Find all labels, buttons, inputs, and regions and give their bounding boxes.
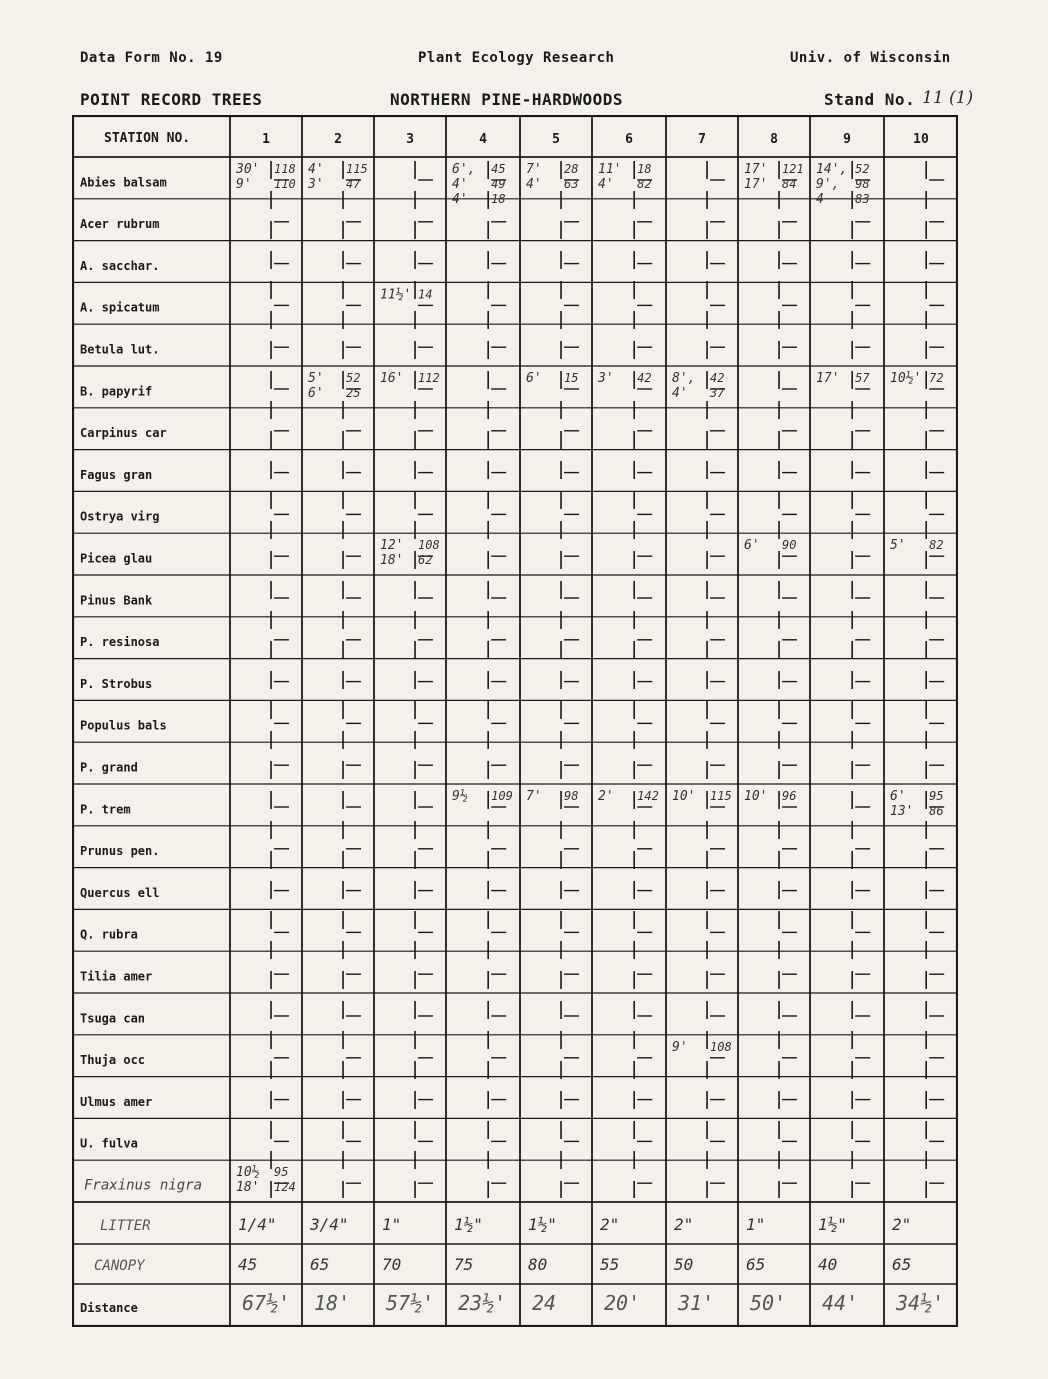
entry-distance: 17' xyxy=(744,162,768,177)
species-label: Fraxinus nigra xyxy=(84,1177,203,1194)
stand-number: 11 (1) xyxy=(922,88,974,108)
canopy-value: 65 xyxy=(310,1255,330,1274)
species-label: Betula lut. xyxy=(80,342,160,357)
canopy-value: 45 xyxy=(238,1255,258,1274)
entry-diameter: 37 xyxy=(710,386,725,400)
entry-distance: 3' xyxy=(308,177,324,192)
station-header: STATION NO. xyxy=(104,131,191,146)
distance-value: 57½' xyxy=(386,1291,435,1315)
entry-distance: 10' xyxy=(744,789,768,804)
entry-diameter: 45 xyxy=(491,162,506,176)
litter-value: 2" xyxy=(892,1215,912,1234)
entry-diameter: 108 xyxy=(418,538,440,553)
entry-diameter: 124 xyxy=(274,1180,296,1195)
entry-diameter: 63 xyxy=(564,177,579,191)
species-label: P. resinosa xyxy=(80,635,160,650)
litter-value: 1½" xyxy=(528,1215,557,1234)
species-label: Q. rubra xyxy=(80,927,138,942)
entry-diameter: 52 xyxy=(346,371,361,385)
canopy-value: 75 xyxy=(454,1255,474,1274)
entry-diameter: 98 xyxy=(855,177,870,191)
species-label: Tilia amer xyxy=(80,969,153,984)
species-label: Ulmus amer xyxy=(80,1094,153,1109)
entry-distance: 10½' xyxy=(890,371,922,386)
entry-diameter: 82 xyxy=(929,538,944,553)
canopy-value: 40 xyxy=(818,1255,838,1274)
species-label: Tsuga can xyxy=(80,1011,146,1026)
canopy-value: 55 xyxy=(600,1255,620,1274)
entry-distance: 12' xyxy=(380,538,404,554)
species-label: P. grand xyxy=(80,760,138,775)
entry-distance: 7' xyxy=(526,162,542,177)
entry-diameter: 82 xyxy=(637,177,652,191)
entry-distance: 4' xyxy=(452,192,468,207)
entry-diameter: 83 xyxy=(855,192,870,206)
station-number: 5 xyxy=(552,132,560,147)
entry-diameter: 25 xyxy=(346,386,361,400)
canopy-value: 80 xyxy=(528,1255,548,1274)
entry-diameter: 95 xyxy=(929,789,944,803)
species-label: Abies balsam xyxy=(80,175,167,190)
entry-diameter: 86 xyxy=(929,804,944,818)
entry-diameter: 57 xyxy=(855,371,870,385)
entry-diameter: 112 xyxy=(418,371,440,385)
station-number: 6 xyxy=(625,132,633,147)
litter-value: 1" xyxy=(382,1215,402,1234)
entry-diameter: 18 xyxy=(491,192,506,206)
species-label: Prunus pen. xyxy=(80,844,160,859)
entry-diameter: 121 xyxy=(782,162,804,176)
entry-diameter: 14 xyxy=(418,287,433,302)
entry-diameter: 108 xyxy=(710,1039,732,1054)
litter-value: 3/4" xyxy=(310,1215,349,1234)
entry-diameter: 118 xyxy=(274,162,296,176)
litter-label: LITTER xyxy=(100,1218,151,1234)
distance-value: 44' xyxy=(822,1291,859,1315)
entry-diameter: 72 xyxy=(929,371,944,385)
species-label: Quercus ell xyxy=(80,885,160,900)
entry-diameter: 90 xyxy=(782,538,797,553)
species-label: P. Strobus xyxy=(80,676,153,691)
species-label: Thuja occ xyxy=(80,1053,146,1068)
entry-distance: 18' xyxy=(380,553,404,569)
litter-value: 2" xyxy=(674,1215,694,1234)
canopy-value: 65 xyxy=(746,1255,766,1274)
community-title: NORTHERN PINE-HARDWOODS xyxy=(390,90,624,109)
canopy-value: 50 xyxy=(674,1255,694,1274)
station-number: 3 xyxy=(406,132,414,147)
entry-distance: 4' xyxy=(598,177,614,192)
entry-diameter: 62 xyxy=(418,553,433,568)
entry-diameter: 142 xyxy=(637,789,659,803)
entry-distance: 11½' xyxy=(380,287,412,303)
species-label: U. fulva xyxy=(80,1136,138,1151)
entry-distance: 14', xyxy=(816,162,848,177)
distance-value: 18' xyxy=(314,1291,351,1315)
station-number: 10 xyxy=(913,132,929,147)
species-label: Ostrya virg xyxy=(80,509,160,524)
species-label: Fagus gran xyxy=(80,467,153,482)
entry-distance: 6' xyxy=(308,386,324,401)
distance-value: 23½' xyxy=(458,1291,507,1315)
distance-value: 24 xyxy=(532,1291,557,1315)
entry-distance: 9' xyxy=(672,1039,688,1055)
entry-distance: 10½ xyxy=(236,1165,260,1181)
entry-distance: 16' xyxy=(380,371,404,386)
entry-distance: 4' xyxy=(308,162,324,177)
entry-distance: 6' xyxy=(526,371,542,386)
entry-distance: 7' xyxy=(526,789,542,804)
stand-label: Stand No. xyxy=(824,90,916,109)
station-number: 8 xyxy=(770,132,778,147)
entry-diameter: 109 xyxy=(491,789,513,803)
entry-distance: 9½ xyxy=(452,789,468,804)
litter-value: 2" xyxy=(600,1215,620,1234)
entry-diameter: 52 xyxy=(855,162,870,176)
entry-distance: 4' xyxy=(672,386,688,401)
record-title: POINT RECORD TREES xyxy=(80,90,263,109)
station-number: 2 xyxy=(334,132,342,147)
entry-distance: 6' xyxy=(890,789,906,804)
distance-value: 67½' xyxy=(242,1291,291,1315)
distance-value: 20' xyxy=(604,1291,641,1315)
entry-diameter: 47 xyxy=(346,177,361,191)
entry-distance: 13' xyxy=(890,804,914,819)
distance-value: 50' xyxy=(750,1291,787,1315)
species-label: Populus bals xyxy=(80,718,167,733)
litter-value: 1½" xyxy=(454,1215,483,1234)
station-number: 7 xyxy=(698,132,706,147)
entry-diameter: 49 xyxy=(491,177,506,191)
entry-diameter: 28 xyxy=(564,162,579,176)
species-label: P. trem xyxy=(80,802,131,817)
entry-diameter: 95 xyxy=(274,1165,289,1180)
entry-diameter: 98 xyxy=(564,789,579,803)
species-label: B. papyrif xyxy=(80,384,153,399)
litter-value: 1" xyxy=(746,1215,766,1234)
distance-label: Distance xyxy=(80,1301,138,1315)
entry-diameter: 115 xyxy=(346,162,368,176)
entry-diameter: 84 xyxy=(782,177,797,191)
table-border xyxy=(73,116,957,1326)
entry-distance: 17' xyxy=(816,371,840,386)
litter-value: 1½" xyxy=(818,1215,847,1234)
entry-diameter: 42 xyxy=(710,371,725,385)
entry-diameter: 96 xyxy=(782,789,797,803)
organization: Plant Ecology Research xyxy=(418,50,615,66)
distance-value: 34½' xyxy=(896,1291,945,1315)
entry-distance: 18' xyxy=(236,1180,260,1196)
species-label: Carpinus car xyxy=(80,426,167,441)
entry-distance: 5' xyxy=(890,538,906,554)
entry-distance: 5' xyxy=(308,371,324,386)
species-label: Picea glau xyxy=(80,551,153,566)
entry-distance: 17' xyxy=(744,177,768,192)
station-number: 9 xyxy=(843,132,851,147)
species-label: Acer rubrum xyxy=(80,217,160,232)
entry-distance: 10' xyxy=(672,789,696,804)
entry-distance: 2' xyxy=(598,789,614,804)
university: Univ. of Wisconsin xyxy=(790,50,951,66)
distance-value: 31' xyxy=(678,1291,715,1315)
species-label: Pinus Bank xyxy=(80,593,153,608)
entry-distance: 3' xyxy=(598,371,614,386)
entry-distance: 9', xyxy=(816,177,840,192)
record-table xyxy=(72,115,958,1327)
station-number: 1 xyxy=(262,132,270,147)
entry-distance: 4 xyxy=(816,192,824,207)
canopy-value: 70 xyxy=(382,1255,402,1274)
entry-distance: 8', xyxy=(672,371,696,386)
species-label: A. spicatum xyxy=(80,300,160,315)
form-number: Data Form No. 19 xyxy=(80,50,223,66)
entry-distance: 6', xyxy=(452,162,476,177)
entry-distance: 11' xyxy=(598,162,622,177)
litter-value: 1/4" xyxy=(238,1215,277,1234)
entry-distance: 4' xyxy=(526,177,542,192)
entry-diameter: 15 xyxy=(564,371,579,385)
canopy-value: 65 xyxy=(892,1255,912,1274)
entry-distance: 4' xyxy=(452,177,468,192)
entry-distance: 6' xyxy=(744,538,760,554)
entry-diameter: 18 xyxy=(637,162,652,176)
entry-distance: 9' xyxy=(236,177,252,192)
entry-distance: 30' xyxy=(236,162,260,177)
entry-diameter: 110 xyxy=(274,177,296,191)
station-number: 4 xyxy=(479,132,487,147)
species-label: A. sacchar. xyxy=(80,258,160,273)
entry-diameter: 42 xyxy=(637,371,652,385)
entry-diameter: 115 xyxy=(710,789,732,803)
canopy-label: CANOPY xyxy=(94,1258,145,1274)
